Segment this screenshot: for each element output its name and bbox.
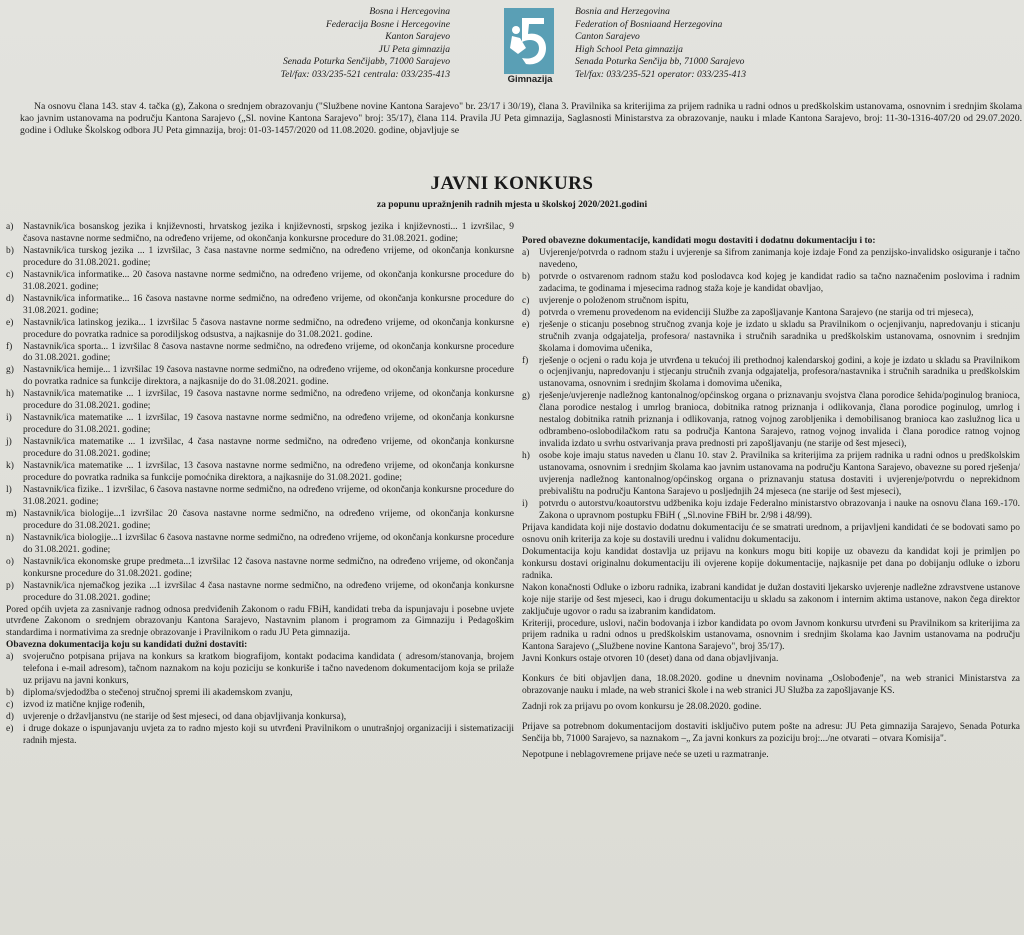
header-left-line: Bosna i Hercegovina bbox=[369, 6, 450, 17]
item-label: f) bbox=[522, 355, 529, 366]
left-column bbox=[6, 222, 514, 748]
header-left-line: Federacija Bosne i Hercegovine bbox=[325, 18, 450, 30]
header-left-block bbox=[150, 6, 450, 82]
item-text: svojeručno potpisana prijava na konkurs sa kratkom biografijom, kontakt podacima kandidata ( adresom/stanovanja, brojem telefona i e-mail adresom), tačnom naznakom na koju poziciju se konkuriše i tačno navedenom dokumentacijom koja se prilaže uz prijavu na javni konkurs, bbox=[23, 652, 514, 687]
note-paragraph: Javni Konkurs ostaje otvoren 10 (deset) dana od dana objavljivanja. bbox=[522, 654, 779, 665]
publication-paragraph: Konkurs će biti objavljen dana, 18.08.2020. godine u dnevnim novinama „Oslobođenje", na web stranici Ministarstva za obrazovanje nauku i mlade, na web stranici škole i na web stranici JU Služba za zapošljavanje KS. bbox=[522, 674, 1020, 697]
header-right-line: Tel/fax: 033/235-521 operator: 033/235-413 bbox=[575, 68, 746, 80]
item-label: n) bbox=[6, 532, 14, 543]
item-text: rješenje o ocjeni o radu koja je utvrđena u tekućoj ili prethodnoj kalendarskoj godini, a koje je izdato u skladu sa Pravilnikom o ocjenjivanju, napredovanju i stjecanju stručnih zvanja odgajatelja, profesora/nastavnika i stručnih saradnika u predškolskim ustanovama, osnovnim i srednjim školama i domovima učenika, bbox=[539, 355, 1020, 390]
position-item bbox=[6, 557, 514, 581]
item-label: c) bbox=[6, 269, 14, 280]
position-item bbox=[6, 294, 514, 318]
item-label: p) bbox=[6, 580, 14, 591]
position-item bbox=[6, 270, 514, 294]
position-item bbox=[6, 413, 514, 437]
note-paragraph: Kriteriji, procedure, uslovi, način bodovanja i izbor kandidata po ovom Javnom konkursu utvrđeni su Pravilnikom sa kriterijima za prijem radnika u radni odnos u predškolskim ustanovama, osnovnim i srednjim školama kao Javnim ustanovama na području Kantona Sarajevo („Službene novine Kantona Sarajevo", broj 35/17). bbox=[522, 618, 1020, 653]
item-label: c) bbox=[522, 295, 530, 306]
position-item bbox=[6, 389, 514, 413]
item-label: m) bbox=[6, 508, 17, 519]
item-text: potvrde o ostvarenom radnom stažu kod poslodavca kod kojeg je kandidat radio sa tačno naznačenim poslovima i radnim zadacima, te godinama i mjesecima radnog staža koje je kandidat obavljao, bbox=[539, 271, 1020, 294]
item-text: Nastavnik/ica matematike ... 1 izvršilac, 19 časova nastavne norme sedmično, na određeno vrijeme, od okončanja konkursne procedure do 31.08.2021. godine; bbox=[23, 413, 514, 436]
deadline-paragraph: Zadnji rok za prijavu po ovom konkursu je 28.08.2020. godine. bbox=[522, 702, 762, 713]
item-text: potvrda o vremenu provedenom na evidenciji Službe za zapošljavanje Kantona Sarajevo (ne starija od tri mjeseca), bbox=[539, 307, 974, 318]
header-right-block bbox=[575, 6, 875, 82]
item-label: e) bbox=[6, 317, 14, 328]
item-label: i) bbox=[6, 413, 12, 424]
general-conditions: Pored općih uvjeta za zasnivanje radnog odnosa predviđenih Zakonom o radu FBiH, kandidati treba da ispunjavaju i posebne uvjete utvrđene Zakonom o srednjem obrazovanju Kantona Sarajevo, Nastavnim planom i programom za Gimnaziju i Pedagoškim standardima i normativima za srednje obrazovanje i Pravilnikom o radu JU Peta gimnazija. bbox=[6, 604, 514, 639]
item-label: e) bbox=[522, 319, 530, 330]
position-item bbox=[6, 437, 514, 461]
position-item bbox=[6, 342, 514, 366]
item-text: Nastavnik/ica bosanskog jezika i književnosti, hrvatskog jezika i književnosti, srpskog jezika i književnosti... 1 izvršilac, 9 časova nastavne norme sedmično, na određeno vrijeme, od okončanja konkursne procedure do 31.08.2021. godine; bbox=[23, 222, 514, 244]
item-text: Nastavnik/ica turskog jezika ... 1 izvršilac, 3 časa nastavne norme sedmično, na određeno vrijeme, od okončanja konkursne procedure do 31.08.2021. godine; bbox=[23, 245, 514, 268]
item-label: f) bbox=[6, 341, 13, 352]
item-text: Nastavnik/ica matematike ... 1 izvršilac, 4 časa nastavne norme sedmično, na određeno vrijeme, od okončanja konkursne procedure do 31.08.2021. godine; bbox=[23, 437, 514, 460]
item-label: h) bbox=[6, 389, 14, 400]
item-label: b) bbox=[6, 688, 14, 699]
item-label: k) bbox=[6, 461, 14, 472]
additional-doc-item bbox=[522, 272, 1020, 296]
additional-doc-item bbox=[522, 499, 1020, 523]
item-label: g) bbox=[6, 365, 14, 376]
position-item bbox=[6, 365, 514, 389]
item-text: Nastavnik/ica informatike... 16 časova nastavne norme sedmično, na određeno vrijeme, od okončanja konkursne procedure do 31.08.2021. godine; bbox=[23, 293, 514, 316]
item-text: Nastavnik/ica sporta... 1 izvršilac 8 časova nastavne norme sedmično, na određeno vrijeme, od okončanja konkursne procedure do 31.08.2021. godine; bbox=[23, 341, 514, 364]
item-text: diploma/svjedodžba o stečenoj stručnoj spremi ili akademskom zvanju, bbox=[23, 688, 293, 699]
additional-doc-item bbox=[522, 320, 1020, 356]
item-text: osobe koje imaju status naveden u članu 10. stav 2. Pravilnika sa kriterijima za prijem radnika u radni odnos u predškolskim ustanovama, osnovnim i srednjim školama kao javnim ustanovama na području Kantona Sarajevo, obavezne su pored rješenja/ uvjerenja nadležnog kantonalnog/općinskog organa o priznavanju statusa dostaviti i uvjerenje/potvrdu o neprekidnom prebivalištu na području Kantona Sarajevo u posljednjih 24 mjeseca (ne starije od šest mjeseci), bbox=[539, 451, 1020, 498]
item-label: c) bbox=[6, 700, 14, 711]
item-text: Nastavnik/ica biologije...1 izvršilac 6 časova nastavne norme sedmično, na određeno vrijeme, od okončanja konkursne procedure do 31.08.2021. godine; bbox=[23, 532, 514, 555]
note-paragraph: Nakon konačnosti Odluke o izboru radnika, izabrani kandidat je dužan dostaviti ljekarsko uvjerenje nadležne zdravstvene ustanove koje nije starije od šest mjeseci, kao i drugu dokumentaciju u skladu sa zakonom i internim aktima ustanove, nakon čega direktor zaključuje ugovor o radu sa izabranim kandidatom. bbox=[522, 582, 1020, 617]
additional-doc-item bbox=[522, 391, 1020, 451]
mandatory-doc-item bbox=[6, 712, 514, 724]
item-text: Nastavnik/ica latinskog jezika... 1 izvršilac 5 časova nastavne norme sedmično, na određeno vrijeme, od okončanja konkursne procedure do povratka radnice sa porodiljskog odsustva, a najkasnije do 31.08.2021. godine. bbox=[23, 317, 514, 340]
additional-doc-item bbox=[522, 296, 1020, 308]
item-label: h) bbox=[522, 451, 530, 462]
closing-paragraph: Nepotpune i neblagovremene prijave neće se uzeti u razmatranje. bbox=[522, 750, 769, 761]
additional-doc-item bbox=[522, 248, 1020, 272]
position-item bbox=[6, 461, 514, 485]
item-text: izvod iz matične knjige rođenih, bbox=[23, 700, 145, 711]
item-text: rješenje o sticanju posebnog stručnog zvanja koje je izdato u skladu sa Pravilnikom o ocjenjivanju, napredovanju i sticanju stručnih zvanja odgajatelja, profesora/ nastavnika i stručnih saradnika u predškolskim ustanovama, osnovnim i srednjim školama i domovima učenika, bbox=[539, 319, 1020, 354]
header-right-line: Canton Sarajevo bbox=[575, 31, 640, 43]
note-paragraph: Prijava kandidata koji nije dostavio dodatnu dokumentaciju će se smatrati urednom, a prijavljeni kandidati će se bodovati samo po osnovu onih kriterija za koje su dostavili urednu i validnu dokumentaciju. bbox=[522, 522, 1020, 545]
intro-paragraph: Na osnovu člana 143. stav 4. tačka (g), Zakona o srednjem obrazovanju ("Službene novine Kantona Sarajevo" br. 23/17 i 30/19), člana 3. Pravilnika sa kriterijima za prijem radnika u radni odnos u predškolskim ustanovama, osnovnim i srednjim školama kao javnim ustanovama na području Kantona Sarajevo („Sl. novine Kantona Sarajevo" broj: 35/17), člana 114. Pravila JU Peta gimnazija, Saglasnosti Ministarstva za obrazovanje, nauku i mlade Kantona Sarajevo, broj: 11-30-1316-407/20 od 29.07.2020. godine i Odluke Školskog odbora JU Peta gimnazija, broj: 01-03-1457/2020 od 11.08.2020. godine, objavljuje se bbox=[20, 101, 1022, 137]
position-item bbox=[6, 533, 514, 557]
additional-doc-item bbox=[522, 451, 1020, 499]
item-label: d) bbox=[522, 307, 530, 318]
header-left-line: Kanton Sarajevo bbox=[385, 31, 450, 43]
item-label: d) bbox=[6, 712, 14, 723]
additional-docs-heading: Pored obavezne dokumentacije, kandidati mogu dostaviti i dodatnu dokumentaciju i to: bbox=[522, 236, 876, 246]
logo-text: Gimnazija bbox=[507, 74, 553, 85]
right-column bbox=[522, 236, 1020, 762]
position-item bbox=[6, 222, 514, 246]
item-text: Nastavnik/ica fizike.. 1 izvršilac, 6 časova nastavne norme sedmično, na određeno vrijeme, od okončanja konkursne procedure do 31.08.2021. godine; bbox=[23, 484, 514, 507]
additional-doc-item bbox=[522, 356, 1020, 392]
additional-docs-list bbox=[522, 248, 1020, 523]
header-left-line: Tel/fax: 033/235-521 centrala: 033/235-413 bbox=[280, 68, 450, 80]
item-label: a) bbox=[6, 652, 14, 663]
page-subtitle: za popunu upražnjenih radnih mjesta u školskoj 2020/2021.godini bbox=[376, 199, 648, 210]
item-label: g) bbox=[522, 391, 530, 402]
position-item bbox=[6, 246, 514, 270]
mandatory-doc-item bbox=[6, 652, 514, 688]
item-label: j) bbox=[6, 437, 12, 448]
school-logo bbox=[502, 8, 558, 96]
item-text: rješenje/uvjerenje nadležnog kantonalnog/općinskog organa o priznavanju svojstva člana porodice šehida/poginulog branioca, člana porodice nestalog i umrlog branioca, dobitnika ratnog priznanja i odlikovanja, člana porodice poginulog, umrlog i nestalog dobitnika ratnih priznanja i odlikovanja, ratnog vojnog zarobljenika i demobilisanog branioca kao zaslužnog lica u odbrambeno-oslobodilačkom ratu sa područja Kantona Sarajevo, ratnog vojnog invalida i člana porodice ratnog vojnog invalida izdato u svrhu ostvarivanja prava prednosti pri zapošljavanju (ne starije od šest mjeseci), bbox=[539, 391, 1020, 450]
item-label: e) bbox=[6, 724, 14, 735]
additional-doc-item bbox=[522, 308, 1020, 320]
item-label: d) bbox=[6, 293, 14, 304]
mandatory-docs-list bbox=[6, 652, 514, 748]
item-label: a) bbox=[6, 222, 14, 232]
item-label: i) bbox=[522, 498, 528, 509]
header-left-line: Senada Poturka Senčijabb, 71000 Sarajevo bbox=[282, 56, 450, 68]
mandatory-doc-item bbox=[6, 688, 514, 700]
positions-list bbox=[6, 222, 514, 605]
item-text: i druge dokaze o ispunjavanju uvjeta za to radno mjesto koji su utvrđeni Pravilnikom o unutrašnjoj organizaciji i sistematizaciji radnih mjesta. bbox=[23, 724, 514, 746]
item-text: potvrdu o autorstvu/koautorstvu udžbenika koju izdaje Federalno ministarstvo obrazovanja i nauke na osnovu člana 169.-170. Zakona o upravnom postupku FBiH ( „Sl.novine FBiH br. 2/98 i 48/99). bbox=[539, 498, 1020, 521]
item-text: uvjerenje o državljanstvu (ne starije od šest mjeseci, od dana objavljivanja konkursa), bbox=[23, 712, 347, 723]
item-text: Nastavnik/ica ekonomske grupe predmeta...1 izvršilac 12 časova nastavne norme sedmično, na određeno vrijeme, od okončanja konkursne procedure do 31.08.2021. godine; bbox=[23, 556, 514, 579]
position-item bbox=[6, 485, 514, 509]
page-title: JAVNI KONKURS bbox=[430, 173, 594, 194]
item-label: a) bbox=[522, 247, 530, 258]
item-text: Nastavnik/ica informatike... 20 časova nastavne norme sedmično, na određeno vrijeme, od okončanja konkursne procedure do 31.08.2021. godine; bbox=[23, 269, 514, 292]
submission-paragraph: Prijave sa potrebnom dokumentacijom dostaviti isključivo putem pošte na adresu: JU Peta gimnazija Sarajevo, Senada Poturka Senčija bb, 71000 Sarajevo, sa naznakom –„ Za javni konkurs za poziciju broj:.../ne otvarati – otvara Komisija". bbox=[522, 722, 1020, 745]
item-label: o) bbox=[6, 556, 14, 567]
item-text: Nastavnik/ica biologije...1 izvršilac 20 časova nastavne norme sedmično, na određeno vrijeme, od okončanja konkursne procedure do 31.08.2021. godine; bbox=[23, 508, 514, 531]
header-right-line: Federation of Bosniaand Herzegovina bbox=[575, 18, 723, 30]
mandatory-docs-heading: Obavezna dokumentacija koju su kandidati dužni dostaviti: bbox=[6, 640, 248, 651]
item-label: b) bbox=[522, 271, 530, 282]
item-label: l) bbox=[6, 484, 12, 495]
item-text: Nastavnik/ica matematike ... 1 izvršilac, 19 časova nastavne norme sedmično, na određeno vrijeme, od okončanja konkursne procedure do 31.08.2021. godine; bbox=[23, 389, 514, 412]
position-item bbox=[6, 581, 514, 605]
mandatory-doc-item bbox=[6, 724, 514, 748]
note-paragraph: Dokumentacija koju kandidat dostavlja uz prijavu na konkurs mogu biti kopije uz obavezu da kandidat koji je primljen po konkursu dostavi originalnu dokumentaciju ili ovjerene kopije dokumentacije, najkasnije pet dana po dobijanju odluke o izboru radnika. bbox=[522, 546, 1020, 581]
item-label: b) bbox=[6, 245, 14, 256]
position-item bbox=[6, 509, 514, 533]
item-text: uvjerenje o položenom stručnom ispitu, bbox=[539, 295, 689, 306]
position-item bbox=[6, 318, 514, 342]
header-left-line: JU Peta gimnazija bbox=[378, 43, 450, 55]
item-text: Nastavnik/ica hemije... 1 izvršilac 19 časova nastavne norme sedmično, na određeno vrijeme, od okončanja konkursne procedure do povratka radnice sa funkcije direktora, a najkasnije do do 31.08.2021. godine. bbox=[23, 365, 514, 388]
item-text: Nastavnik/ica njemačkog jezika ...1 izvršilac 4 časa nastavne norme sedmično, na određeno vrijeme, od okončanja konkursne procedure do 31.08.2021. godine; bbox=[23, 580, 514, 603]
item-text: Uvjerenje/potvrda o radnom stažu i uvjerenje sa šifrom zanimanja koje izdaje Fond za penzijsko-invalidsko osiguranje i tačno navedeno, bbox=[539, 247, 1020, 270]
mandatory-doc-item bbox=[6, 700, 514, 712]
header-right-line: Senada Poturka Senčija bb, 71000 Sarajevo bbox=[575, 56, 745, 68]
item-text: Nastavnik/ica matematike ... 1 izvršilac, 13 časova nastavne norme sedmično, na određeno vrijeme, od okončanja konkursne procedure do povratka radnika sa funkcije pomoćnika direktora, a najkasnije do 31.08.2021. godine; bbox=[23, 461, 514, 484]
logo-emblem bbox=[504, 8, 554, 74]
header-right-line: High School Peta gimnazija bbox=[575, 43, 683, 55]
header-right-line: Bosnia and Herzegovina bbox=[575, 6, 670, 17]
